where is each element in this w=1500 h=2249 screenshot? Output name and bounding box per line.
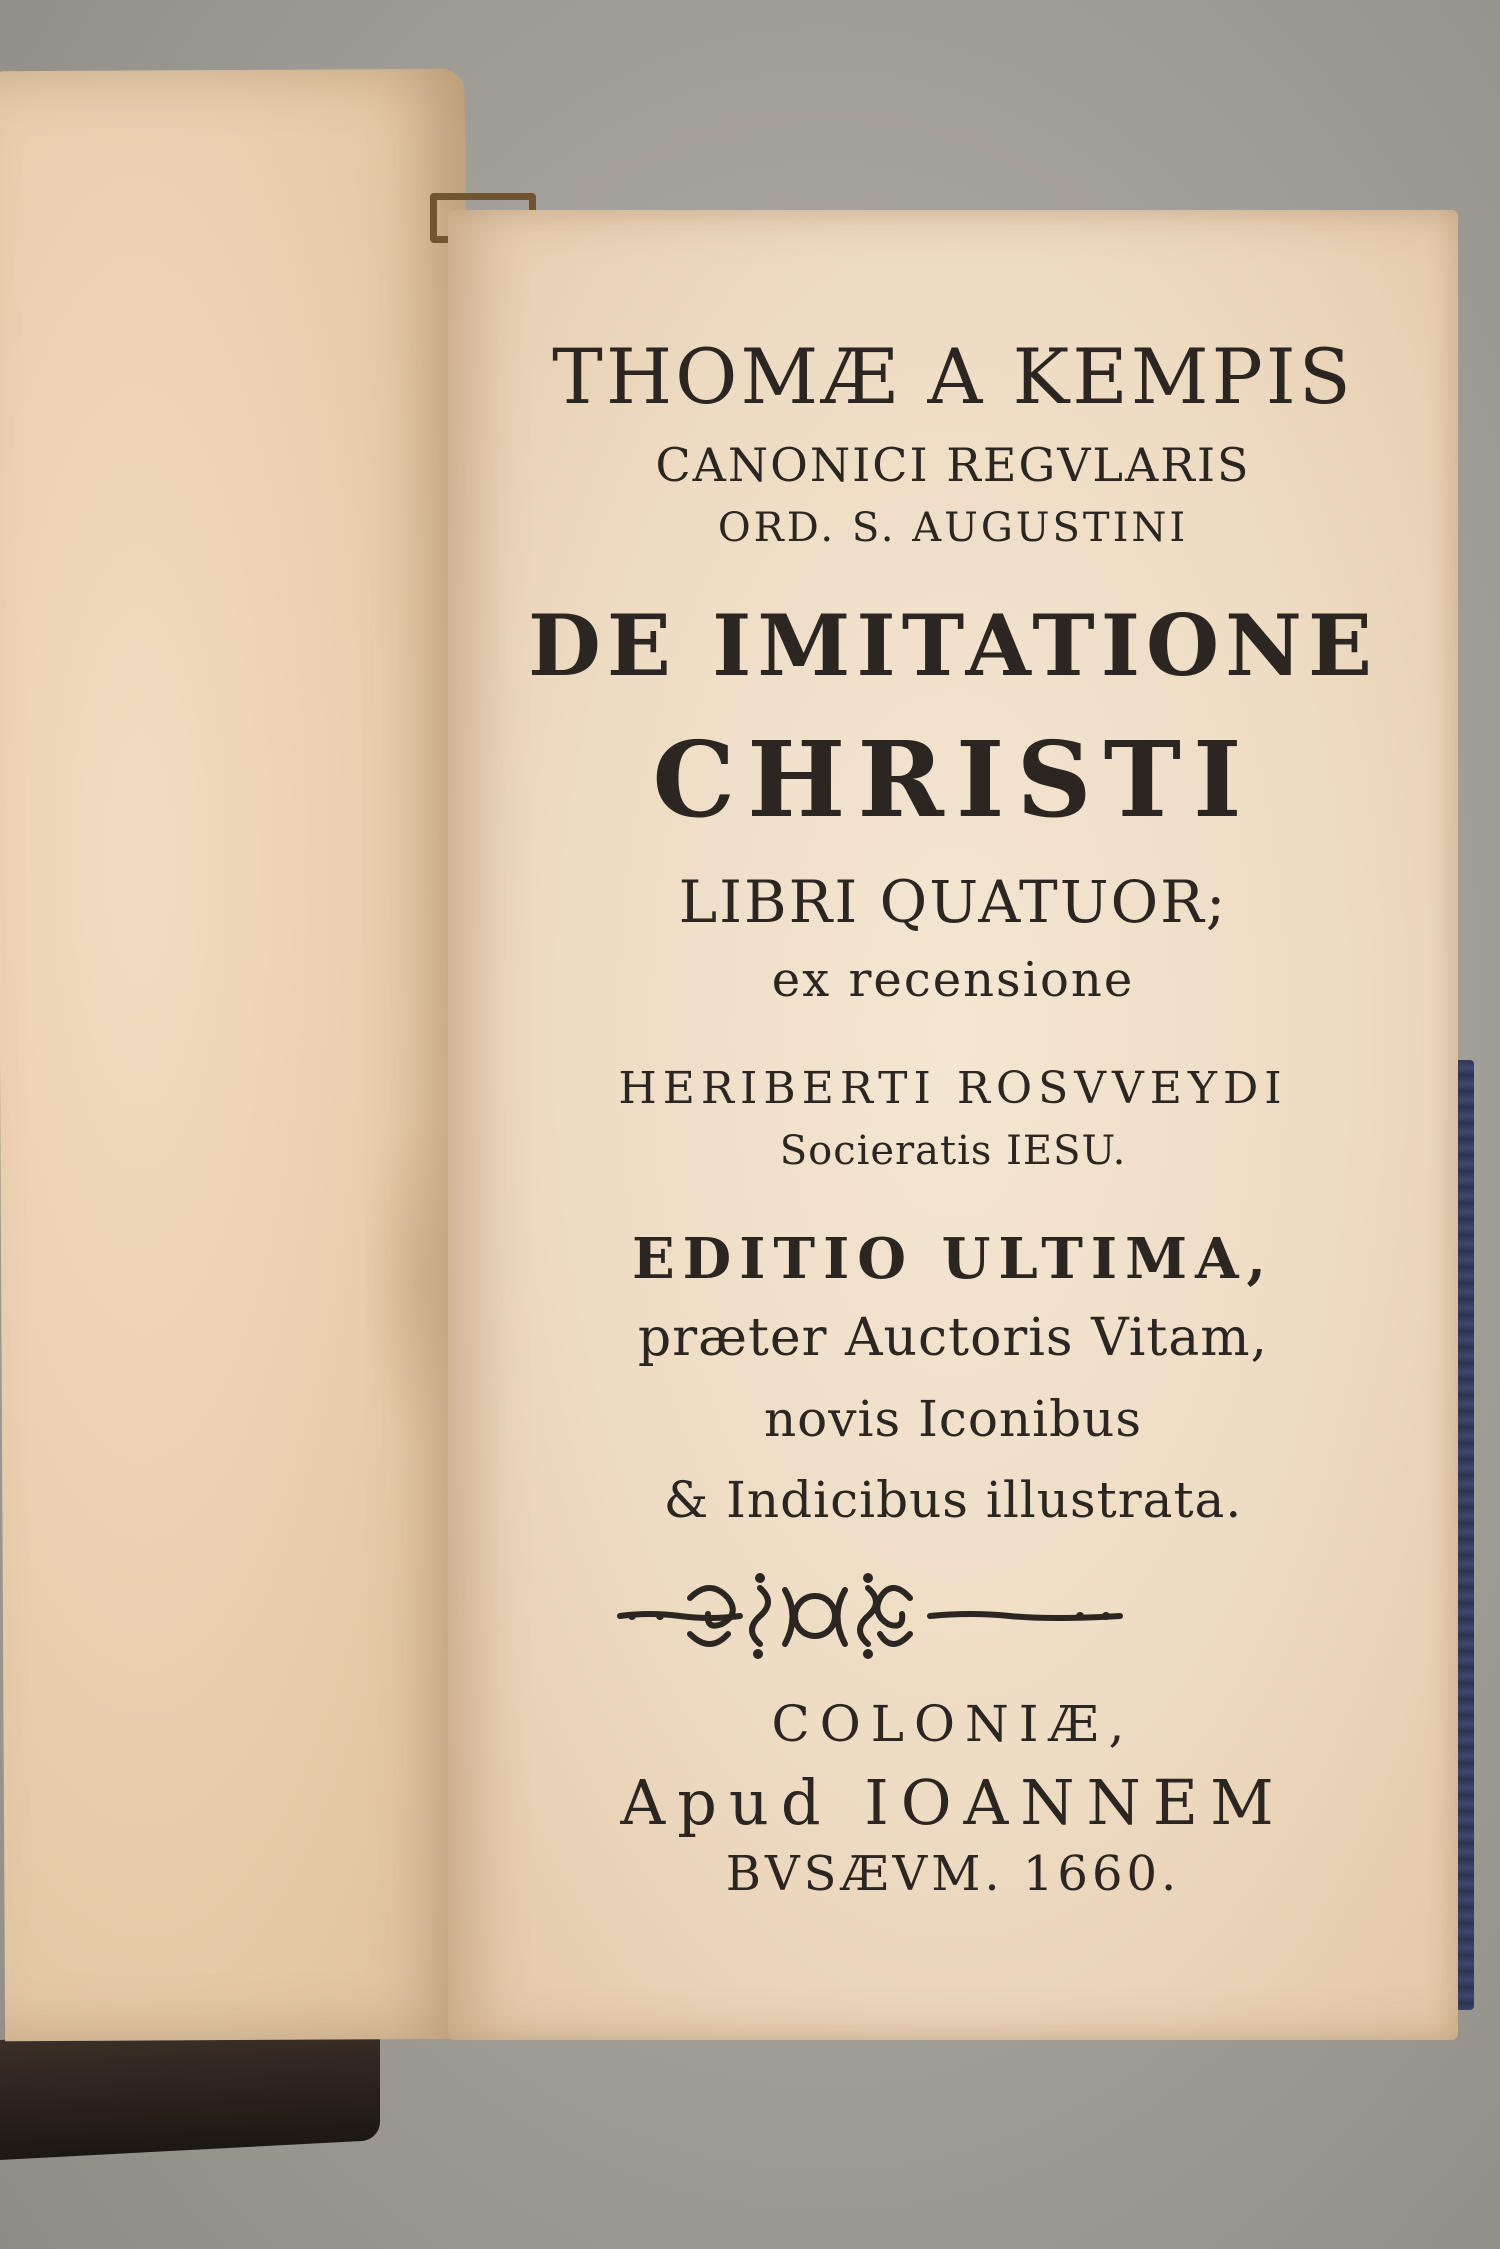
leather-cover	[0, 2020, 380, 2160]
edition-note-line-1: præter Auctoris Vitam,	[637, 1308, 1269, 1368]
edition-line: EDITIO ULTIMA,	[631, 1226, 1275, 1292]
book-title-line-1: DE IMITATIONE	[528, 596, 1378, 695]
printers-flourish-ornament-icon	[610, 1568, 1130, 1664]
edition-note-line-2: novis Iconibus	[763, 1390, 1142, 1448]
imprint-place: COLONIÆ,	[771, 1695, 1135, 1753]
edition-note-line-3: & Indicibus illustrata.	[663, 1471, 1243, 1529]
blank-left-page	[0, 69, 475, 2041]
books-count-line: LIBRI QUATUOR;	[678, 868, 1228, 936]
book-title-line-2: CHRISTI	[652, 718, 1254, 841]
imprint-printer-year: BVSÆVM. 1660.	[725, 1846, 1181, 1902]
order-line: ORD. S. AUGUSTINI	[717, 505, 1189, 551]
editor-society: Socieratis IESU.	[779, 1128, 1127, 1174]
editor-name: HERIBERTI ROSVVEYDI	[618, 1063, 1288, 1114]
author-title: CANONICI REGVLARIS	[655, 438, 1251, 492]
recension-line: ex recensione	[771, 952, 1135, 1008]
author-name: THOMÆ A KEMPIS	[552, 332, 1354, 421]
imprint-publisher: Apud IOANNEM	[620, 1766, 1286, 1839]
